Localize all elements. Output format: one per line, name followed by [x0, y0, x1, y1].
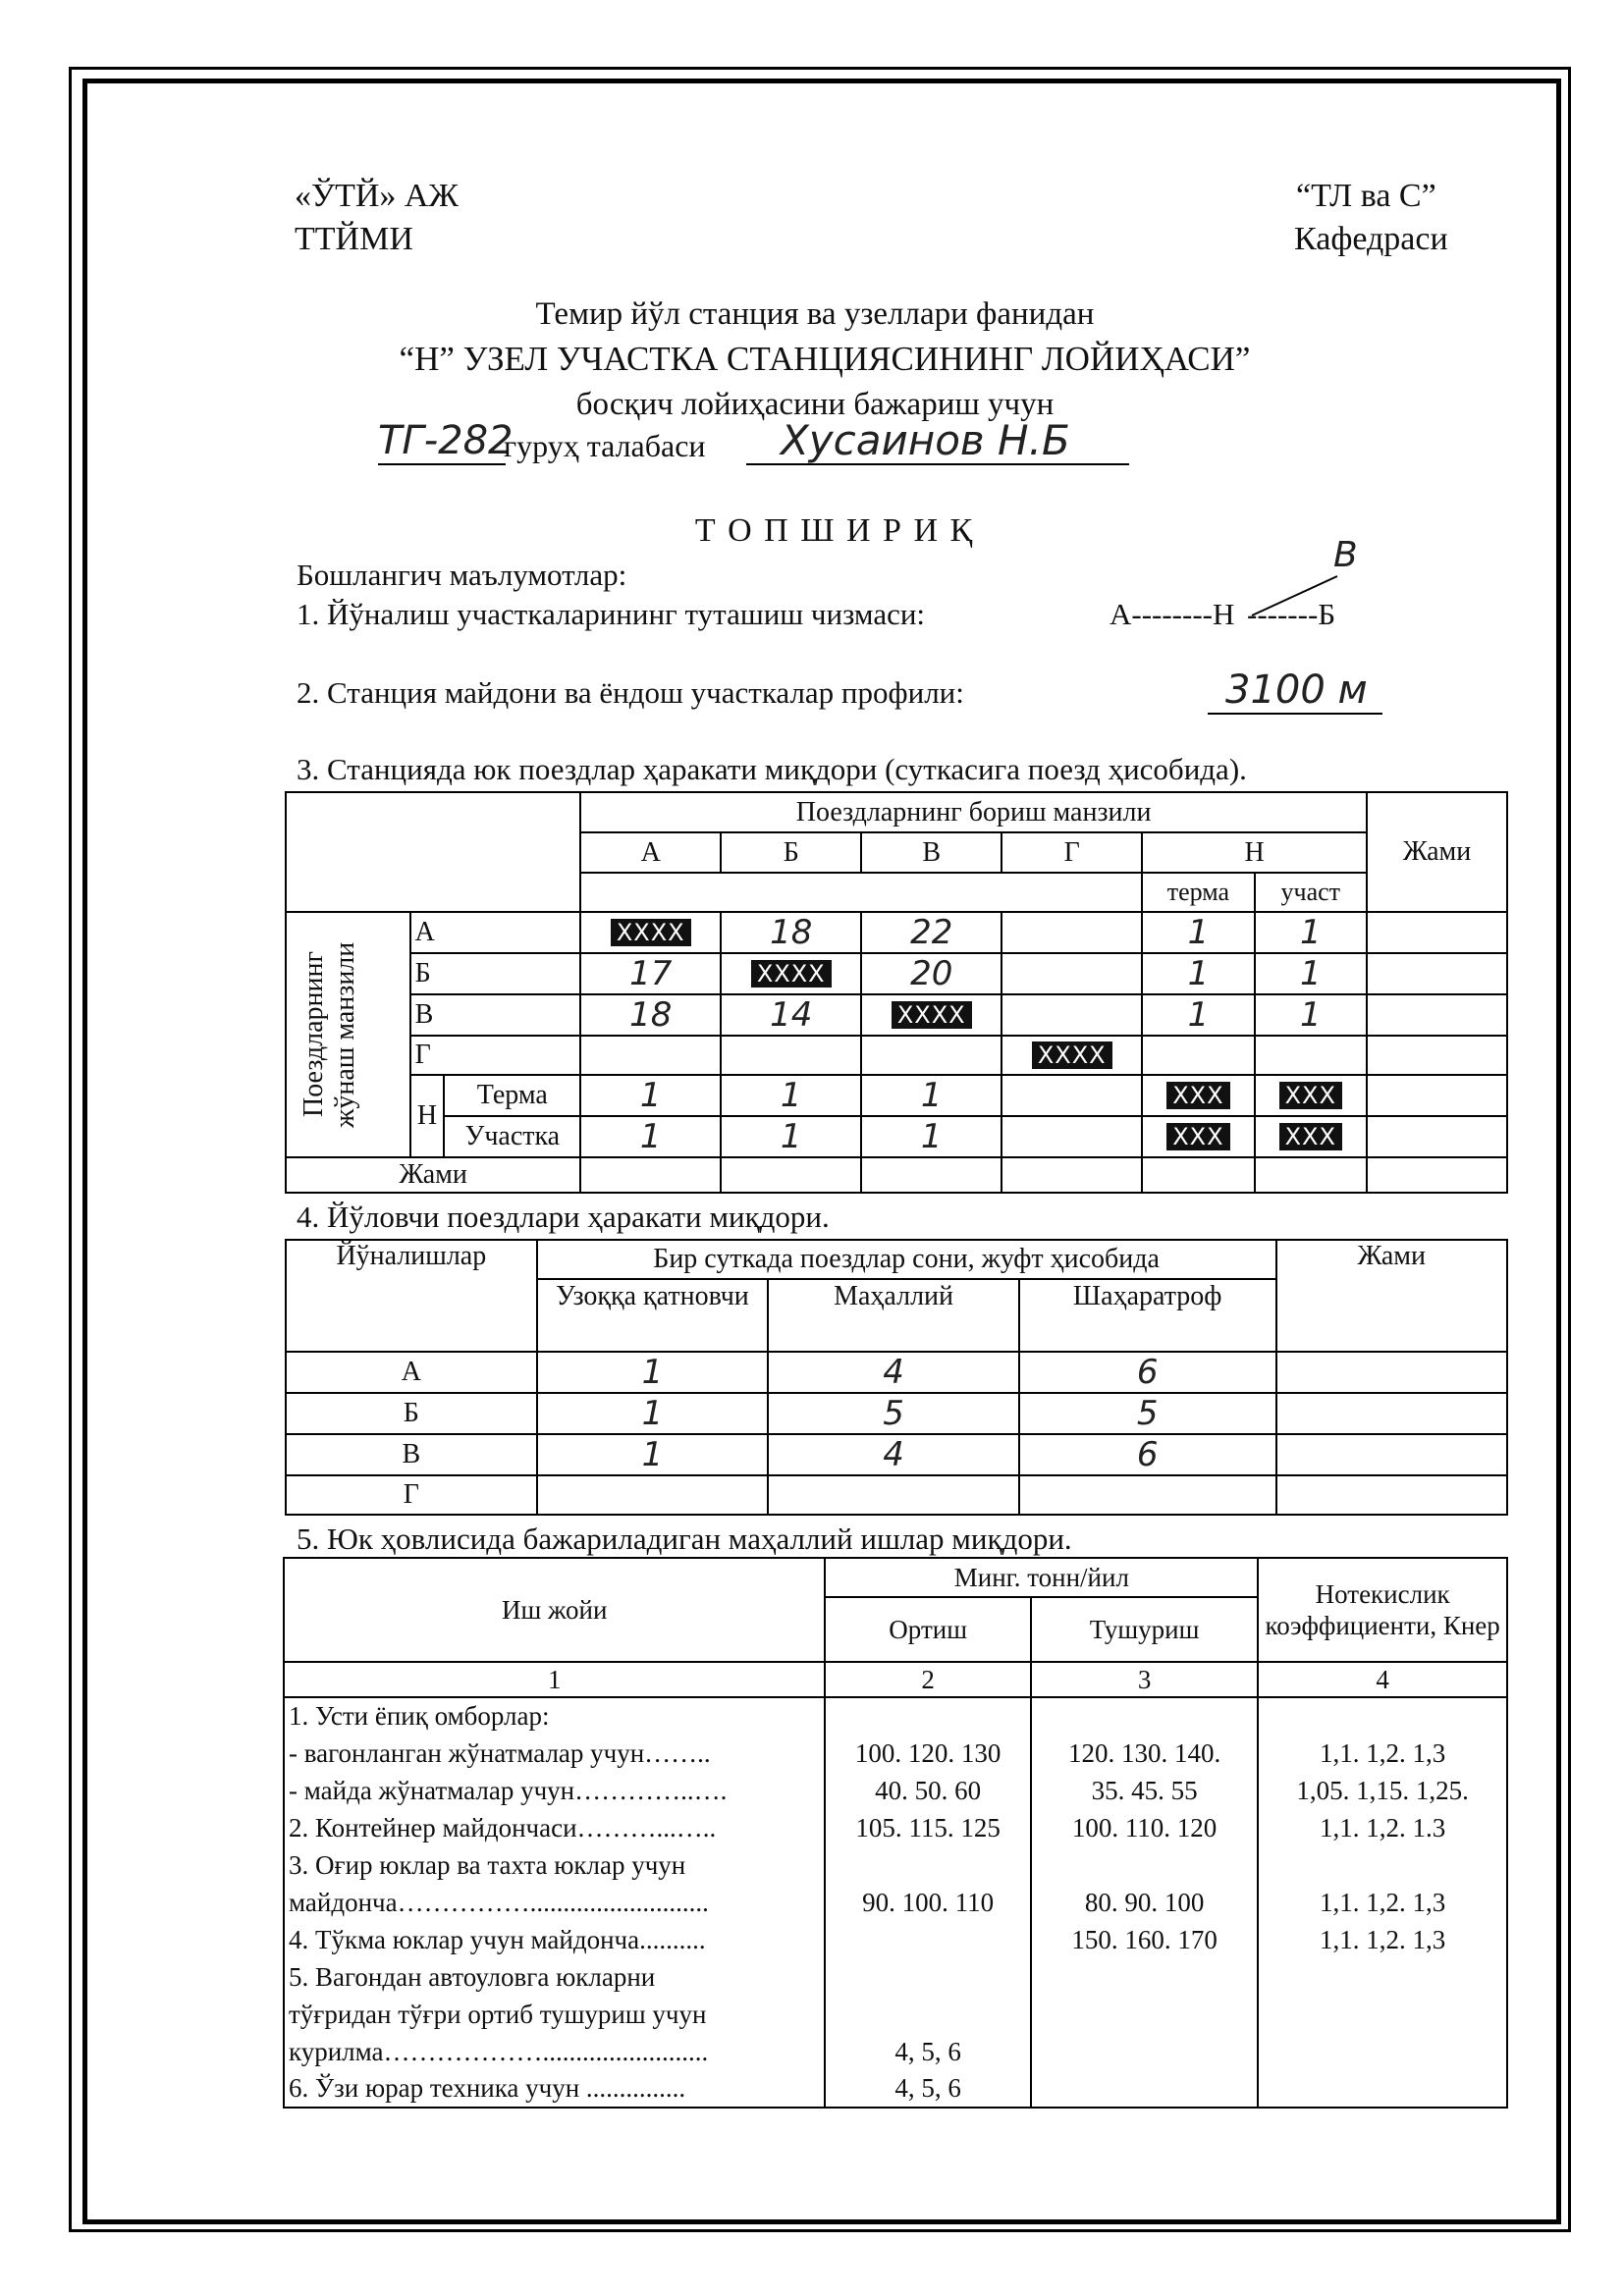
passenger-trains-table — [285, 1239, 1508, 1516]
org-line-1: «ЎТЙ» АЖ — [295, 178, 459, 214]
cell — [861, 1157, 1001, 1193]
row-n-terma-label: Терма — [444, 1075, 580, 1116]
cell: 5 — [1019, 1393, 1276, 1434]
col-num: 4 — [1258, 1662, 1507, 1697]
cell: 1 — [1255, 953, 1367, 994]
dest-col-a: А — [580, 832, 721, 873]
load-cell: 40. 50. 60 — [825, 1772, 1030, 1809]
cell — [861, 994, 1001, 1036]
coef-cell: 1,05. 1,15. 1,25. — [1258, 1772, 1507, 1809]
total-cell — [1367, 1157, 1507, 1193]
unload-cell — [1031, 1846, 1258, 1884]
unload-cell — [1031, 2033, 1258, 2070]
load-cell: 100. 120. 130 — [825, 1735, 1030, 1772]
cell: 1 — [537, 1393, 769, 1434]
dept-line-1: “ТЛ ва С” — [1296, 178, 1436, 214]
blocked-cell: XXXX — [1032, 1041, 1112, 1069]
cell: 1 — [721, 1075, 861, 1116]
total-cell — [1276, 1475, 1508, 1515]
scheme-left: А--------Н — [1110, 597, 1235, 631]
blocked-cell: XXXX — [751, 960, 832, 988]
cell — [580, 1036, 721, 1075]
cell — [1001, 1116, 1142, 1157]
cell: 1 — [537, 1352, 769, 1393]
stage-line: босқич лойиҳасини бажариш учун — [575, 387, 1055, 422]
department-block — [1294, 175, 1448, 261]
blocked-cell: XXX — [1166, 1123, 1229, 1150]
work-cell: 3. Оғир юклар ва тахта юклар учун — [284, 1846, 825, 1884]
unload-cell: 120. 130. 140. — [1031, 1735, 1258, 1772]
dest-n-terma: терма — [1142, 873, 1254, 912]
coef-cell — [1258, 1996, 1507, 2033]
cell: 4 — [768, 1434, 1019, 1475]
cell: 1 — [1255, 912, 1367, 953]
total-cell — [1276, 1352, 1508, 1393]
unload-cell: 35. 45. 55 — [1031, 1772, 1258, 1809]
cell: 20 — [861, 953, 1001, 994]
cell — [1255, 1075, 1367, 1116]
item-4-text: 4. Йўловчи поездлари ҳаракати миқдори. — [297, 1200, 830, 1234]
cell: 22 — [861, 912, 1001, 953]
cell: 18 — [580, 994, 721, 1036]
cell — [1142, 1157, 1254, 1193]
cell — [1001, 994, 1142, 1036]
work-cell: 2. Контейнер майдончаси………...….. — [284, 1809, 825, 1846]
freight-trains-table — [285, 791, 1508, 1194]
project-title: “Н” УЗЕЛ УЧАСТКА СТАНЦИЯСИНИНГ ЛОЙИҲАСИ” — [399, 340, 1251, 378]
junction-scheme — [1110, 535, 1365, 633]
coef-cell — [1258, 1697, 1507, 1735]
cell: 4 — [768, 1352, 1019, 1393]
cell: 1 — [580, 1116, 721, 1157]
cell: 1 — [1142, 912, 1254, 953]
row-n-uchastka-label: Участка — [444, 1116, 580, 1157]
tons-header: Минг. тонн/йил — [825, 1558, 1258, 1597]
cell — [721, 1036, 861, 1075]
name-underline — [746, 463, 1129, 465]
cell: 1 — [1255, 994, 1367, 1036]
local-header: Маҳаллий — [768, 1279, 1019, 1352]
dest-n-uchast: участ — [1255, 873, 1367, 912]
organization-block — [295, 175, 459, 261]
total-cell — [1367, 994, 1507, 1036]
unload-cell: 150. 160. 170 — [1031, 1921, 1258, 1958]
col-num: 1 — [284, 1662, 825, 1697]
local-works-table — [283, 1557, 1508, 2109]
corner-cell — [286, 792, 580, 912]
cell — [1001, 912, 1142, 953]
coef-cell: 1,1. 1,2. 1,3 — [1258, 1884, 1507, 1921]
col-num: 3 — [1031, 1662, 1258, 1697]
work-cell: - вагонланган жўнатмалар учун…….. — [284, 1735, 825, 1772]
group-underline — [378, 463, 506, 465]
scheme-branch-line — [1110, 535, 1365, 633]
group-label: гуруҳ талабаси — [504, 428, 706, 463]
row-group-text: Поездларнинг жўнаш манзили — [298, 941, 361, 1128]
item-5-text: 5. Юк ҳовлисида бажариладиган маҳаллий ишлар миқдори. — [297, 1522, 1072, 1556]
cell: 6 — [1019, 1434, 1276, 1475]
scheme-branch-label: В — [1333, 535, 1358, 575]
dest-col-v: В — [861, 832, 1001, 873]
total-header: Жами — [1276, 1240, 1508, 1352]
work-cell: 5. Вагондан автоуловга юкларни — [284, 1958, 825, 1996]
load-cell — [825, 1697, 1030, 1735]
cell — [1019, 1475, 1276, 1515]
cell — [580, 912, 721, 953]
blocked-cell: XXXX — [892, 1001, 972, 1029]
cell — [1142, 1036, 1254, 1075]
cell: 5 — [768, 1393, 1019, 1434]
coef-cell — [1258, 1958, 1507, 1996]
load-cell — [825, 1846, 1030, 1884]
cell — [1255, 1157, 1367, 1193]
cell — [1142, 1075, 1254, 1116]
work-cell: тўғридан тўғри ортиб тушуриш учун — [284, 1996, 825, 2033]
total-cell — [1276, 1434, 1508, 1475]
cell — [721, 1157, 861, 1193]
dir-label: Г — [286, 1475, 537, 1515]
total-cell — [1367, 1116, 1507, 1157]
coef-cell: 1,1. 1,2. 1,3 — [1258, 1735, 1507, 1772]
row-g-label: Г — [410, 1036, 581, 1075]
subject-line: Темир йўл станция ва узеллари фанидан — [535, 296, 1095, 332]
item-2-text: 2. Станция майдони ва ёндош участкалар профили: — [297, 675, 964, 710]
dest-col-n: Н — [1142, 832, 1367, 873]
cell: 1 — [721, 1116, 861, 1157]
load-header: Ортиш — [825, 1597, 1030, 1662]
cell — [580, 1157, 721, 1193]
per-day-header: Бир суткада поездлар сони, жуфт ҳисобида — [537, 1240, 1276, 1279]
total-cell — [1367, 912, 1507, 953]
initial-data-label: Бошлангич маълумотлар: — [297, 558, 627, 592]
item-3-text: 3. Станцияда юк поездлар ҳаракати миқдори (суткасига поезд ҳисобида). — [297, 752, 1247, 786]
cell — [537, 1475, 769, 1515]
work-cell: майдонча……………........................... — [284, 1884, 825, 1921]
profile-underline — [1208, 713, 1382, 715]
load-cell — [825, 1996, 1030, 2033]
cell — [1255, 1036, 1367, 1075]
student-line — [378, 416, 1124, 469]
org-line-2: ТТЙМИ — [295, 221, 413, 257]
cell — [1142, 1116, 1254, 1157]
row-b-label: Б — [410, 953, 581, 994]
cell — [861, 1036, 1001, 1075]
work-cell: курилма………………......................... — [284, 2033, 825, 2070]
load-cell: 4, 5, 6 — [825, 2070, 1030, 2108]
dest-header: Поездларнинг бориш манзили — [580, 792, 1367, 832]
scheme-right: -------Б — [1247, 597, 1336, 631]
group-value: ТГ-282 — [378, 418, 514, 463]
unload-header: Тушуриш — [1031, 1597, 1258, 1662]
row-a-label: А — [410, 912, 581, 953]
unload-cell — [1031, 2070, 1258, 2108]
student-name: Хусаинов Н.Б — [781, 416, 1070, 464]
unload-cell — [1031, 1996, 1258, 2033]
coef-cell: 1,1. 1,2. 1,3 — [1258, 1921, 1507, 1958]
cell: 17 — [580, 953, 721, 994]
dest-col-b: Б — [721, 832, 861, 873]
col-num: 2 — [825, 1662, 1030, 1697]
cell — [721, 953, 861, 994]
cell: 1 — [861, 1116, 1001, 1157]
cell — [1001, 953, 1142, 994]
load-cell: 90. 100. 110 — [825, 1884, 1030, 1921]
dir-label: В — [286, 1434, 537, 1475]
cell — [768, 1475, 1019, 1515]
row-v-label: В — [410, 994, 581, 1036]
coef-cell — [1258, 2070, 1507, 2108]
work-cell: 6. Ўзи юрар техника учун ............... — [284, 2070, 825, 2108]
suburban-header: Шаҳаратроф — [1019, 1279, 1276, 1352]
cell — [1001, 1075, 1142, 1116]
long-distance-header: Узоққа қатновчи — [537, 1279, 769, 1352]
dept-line-2: Кафедраси — [1294, 221, 1448, 257]
dir-label: А — [286, 1352, 537, 1393]
work-cell: - майда жўнатмалар учун…………..…. — [284, 1772, 825, 1809]
coef-cell: 1,1. 1,2. 1.3 — [1258, 1809, 1507, 1846]
profile-value: 3100 м — [1225, 667, 1368, 713]
dest-col-g: Г — [1001, 832, 1142, 873]
total-col-header: Жами — [1367, 792, 1507, 912]
total-cell — [1367, 1075, 1507, 1116]
cell: 18 — [721, 912, 861, 953]
blocked-cell: XXX — [1279, 1123, 1342, 1150]
cell: 1 — [1142, 953, 1254, 994]
assignment-heading: Т О П Ш И Р И Қ — [694, 512, 975, 549]
blocked-cell: XXX — [1166, 1082, 1229, 1109]
coef-cell — [1258, 2033, 1507, 2070]
unload-cell: 80. 90. 100 — [1031, 1884, 1258, 1921]
coef-header: Нотекислик коэффициенти, Кнер — [1258, 1558, 1507, 1662]
row-n-label: Н — [410, 1075, 445, 1157]
cell: 1 — [1142, 994, 1254, 1036]
load-cell — [825, 1958, 1030, 1996]
unload-cell: 100. 110. 120 — [1031, 1809, 1258, 1846]
unload-cell — [1031, 1958, 1258, 1996]
cell: 1 — [580, 1075, 721, 1116]
blocked-cell: XXX — [1279, 1082, 1342, 1109]
item-1-text: 1. Йўналиш участкаларининг туташиш чизмаси: — [297, 597, 926, 631]
cell: 1 — [861, 1075, 1001, 1116]
load-cell: 4, 5, 6 — [825, 2033, 1030, 2070]
directions-header: Йўналишлар — [286, 1240, 537, 1352]
dir-label: Б — [286, 1393, 537, 1434]
cell: 6 — [1019, 1352, 1276, 1393]
cell: 14 — [721, 994, 861, 1036]
cell: 1 — [537, 1434, 769, 1475]
load-cell: 105. 115. 125 — [825, 1809, 1030, 1846]
work-place-header: Иш жойи — [284, 1558, 825, 1662]
total-cell — [1276, 1393, 1508, 1434]
cell — [1001, 1036, 1142, 1075]
unload-cell — [1031, 1697, 1258, 1735]
cell — [1001, 1157, 1142, 1193]
cell — [1255, 1116, 1367, 1157]
row-group-label — [286, 912, 410, 1157]
total-row-label: Жами — [286, 1157, 580, 1193]
total-cell — [1367, 953, 1507, 994]
work-cell: 4. Тўкма юклар учун майдонча.......... — [284, 1921, 825, 1958]
blocked-cell: XXXX — [611, 919, 691, 946]
total-cell — [1367, 1036, 1507, 1075]
work-cell: 1. Усти ёпиқ омборлар: — [284, 1697, 825, 1735]
coef-cell — [1258, 1846, 1507, 1884]
load-cell — [825, 1921, 1030, 1958]
